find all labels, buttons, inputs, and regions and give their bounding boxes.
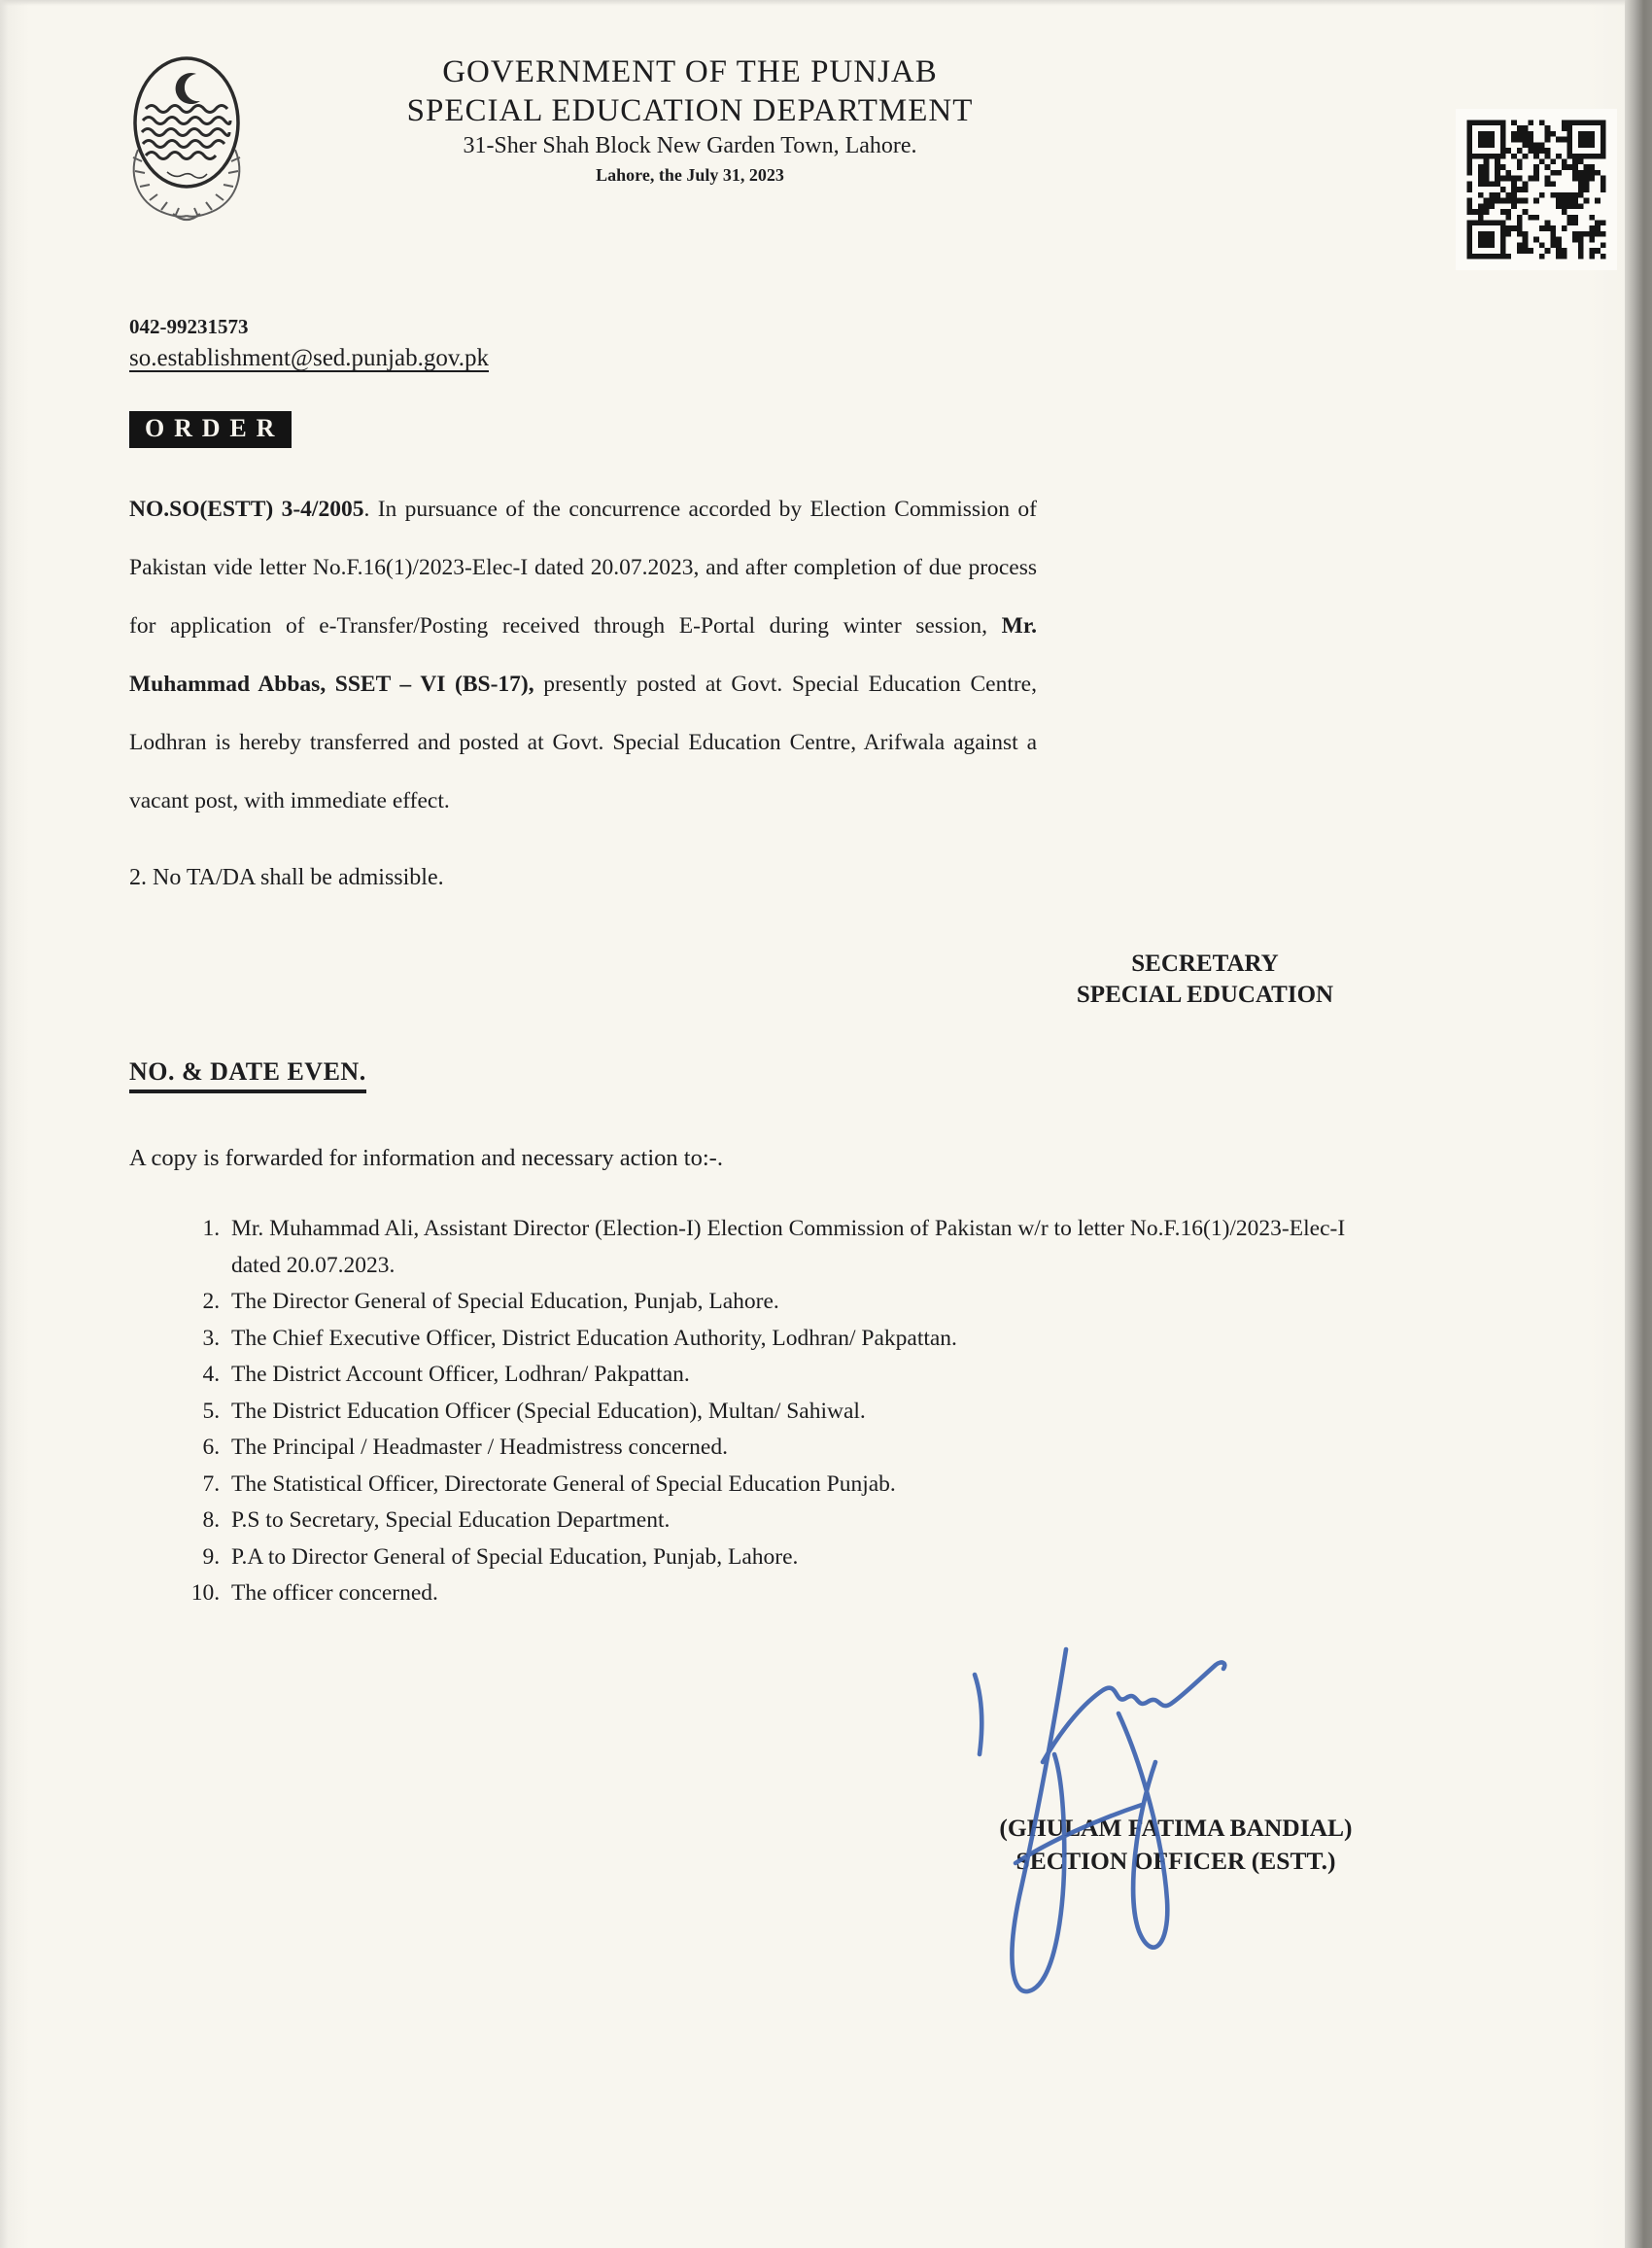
- order-body-paragraph: [129, 480, 1037, 830]
- signatory-name: (GHULAM FATIMA BANDIAL): [999, 1814, 1353, 1842]
- even-number-heading: NO. & DATE EVEN.: [129, 1057, 366, 1093]
- order-text-segment: presently posted at Govt. Special Education Centre, Lodhran is hereby transferred and posted at Govt. Special Education Centre, Arifwala against a vacant post, with immediate effect.: [129, 672, 1037, 813]
- order-number: NO.SO(ESTT) 3-4/2005: [129, 497, 364, 522]
- distribution-item: 4. The District Account Officer, Lodhran/ Pakpattan.: [225, 1357, 1382, 1394]
- signatory-line1: SECRETARY: [1131, 951, 1279, 977]
- distribution-item: 7. The Statistical Officer, Directorate General of Special Education Punjab.: [225, 1467, 1382, 1504]
- distribution-item: 1. Mr. Muhammad Ali, Assistant Director (Election-I) Election Commission of Pakistan w/r to letter No.F.16(1)/2023-Elec-I dated 20.07.2023.: [225, 1211, 1382, 1284]
- department-title-line1: GOVERNMENT OF THE PUNJAB: [442, 54, 938, 89]
- order-text-segment: . In pursuance of the concurrence accorded by Election Commission of Pakistan vide letter No.F.16(1)/2023-Elec-I dated 20.07.2023, and after completion of due process for application of e-Transfer/Posting received through E-Portal during winter session,: [129, 497, 1037, 639]
- distribution-item: 2. The Director General of Special Education, Punjab, Lahore.: [225, 1284, 1382, 1321]
- order-heading: ORDER: [129, 411, 292, 448]
- distribution-item: 10. The officer concerned.: [225, 1575, 1382, 1612]
- qr-code-icon: [1456, 109, 1617, 270]
- signatory-title: SECTION OFFICER (ESTT.): [1015, 1847, 1336, 1875]
- distribution-item: 6. The Principal / Headmaster / Headmistress concerned.: [225, 1430, 1382, 1467]
- distribution-item: 8. P.S to Secretary, Special Education Department.: [225, 1503, 1382, 1539]
- distribution-list: [177, 1211, 1382, 1612]
- signature-block: [918, 1812, 1433, 1878]
- distribution-item: 5. The District Education Officer (Special Education), Multan/ Sahiwal.: [225, 1394, 1382, 1431]
- distribution-item: 3. The Chief Executive Officer, District Education Authority, Lodhran/ Pakpattan.: [225, 1321, 1382, 1358]
- signatory-designation: [972, 949, 1438, 1011]
- department-address: 31-Sher Shah Block New Garden Town, Lahore.: [463, 133, 917, 158]
- officer-name-grade: Mr. Muhammad Abbas, SSET – VI (BS-17),: [129, 613, 1037, 697]
- tada-clause: 2. No TA/DA shall be admissible.: [129, 865, 444, 890]
- signatory-line2: SPECIAL EDUCATION: [1076, 982, 1334, 1008]
- scan-edge-right: [1625, 0, 1652, 2248]
- scan-edge-left: [0, 0, 8, 2248]
- letterhead: [282, 52, 1098, 188]
- copy-forwarded-line: A copy is forwarded for information and necessary action to:-.: [129, 1145, 723, 1171]
- letter-dateline: Lahore, the July 31, 2023: [596, 165, 784, 185]
- department-title-line2: SPECIAL EDUCATION DEPARTMENT: [406, 93, 974, 128]
- scan-edge-top: [0, 0, 1652, 6]
- phone-number: 042-99231573: [129, 315, 249, 338]
- email-address: so.establishment@sed.punjab.gov.pk: [129, 345, 489, 371]
- punjab-government-crest-icon: [113, 49, 260, 231]
- distribution-item: 9. P.A to Director General of Special Education, Punjab, Lahore.: [225, 1539, 1382, 1576]
